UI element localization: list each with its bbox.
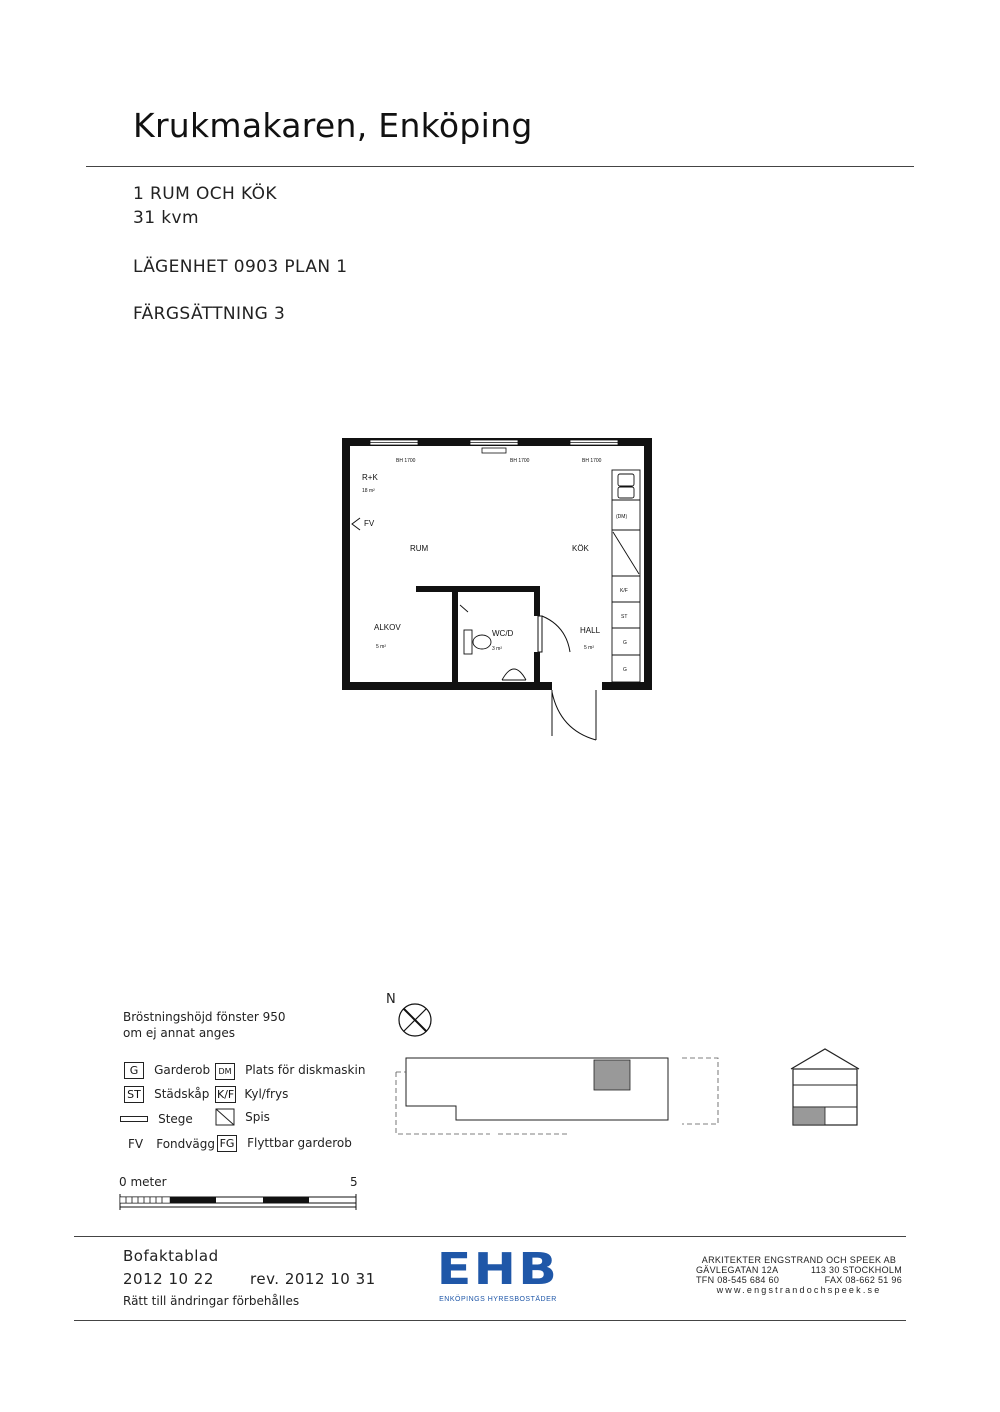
legend-item-st: [124, 1083, 209, 1103]
scale-end: 5: [350, 1175, 358, 1189]
apartment-area: 31 kvm: [133, 208, 199, 228]
scale-bar: [118, 1190, 360, 1214]
legend-item-dm: [215, 1059, 365, 1080]
apartment-type: 1 RUM OCH KÖK: [133, 184, 277, 204]
legend-code: FV: [128, 1137, 144, 1151]
key-plan: [390, 1052, 730, 1142]
wc-fixtures: [460, 605, 526, 680]
color-scheme: FÄRGSÄTTNING 3: [133, 304, 286, 324]
legend-item-fg: [217, 1132, 352, 1152]
legend-item-spis: [215, 1106, 270, 1126]
fridge-freezer-icon: K/F: [217, 1088, 235, 1101]
scale-start: 0 meter: [119, 1175, 167, 1189]
legend-label: Garderob: [154, 1063, 211, 1077]
ehb-logo: [436, 1244, 560, 1303]
architect-name: ARKITEKTER ENGSTRAND OCH SPEEK AB: [701, 1255, 897, 1265]
fv-label: FV: [364, 519, 375, 528]
kitchen-cabinets: [612, 470, 640, 682]
logo-wordmark: EHB: [436, 1244, 560, 1295]
legend-item-g: [124, 1059, 210, 1079]
architect-phone: TFN 08-545 684 60: [696, 1275, 780, 1285]
architect-info: [696, 1255, 902, 1295]
legend-item-fv: [128, 1133, 215, 1152]
header-divider: [86, 166, 914, 167]
north-arrow-icon: [396, 1000, 436, 1040]
legend-label: Fondvägg: [156, 1137, 215, 1151]
legend-note-2: om ej annat anges: [123, 1026, 236, 1040]
legend-item-kf: [215, 1083, 288, 1103]
footer-bottom-divider: [74, 1320, 906, 1321]
apartment-unit: LÄGENHET 0903 PLAN 1: [133, 257, 348, 277]
fv-marker: [352, 518, 360, 530]
legend-label: Kyl/frys: [244, 1087, 289, 1101]
north-label: N: [386, 992, 396, 1007]
doc-type: Bofaktablad: [123, 1247, 219, 1265]
room-hall: HALL: [580, 626, 601, 635]
room-wc-area: 3 m²: [492, 646, 502, 652]
cabinet-g2: G: [623, 667, 627, 673]
room-kok: KÖK: [572, 544, 589, 553]
room-alkov-area: 5 m²: [376, 644, 386, 650]
legend-label: Flyttbar garderob: [247, 1136, 352, 1150]
cabinet-g1: G: [623, 640, 627, 646]
garderob-icon: G: [124, 1062, 144, 1079]
window-label-3: BH 1700: [582, 458, 602, 464]
room-hall-area: 5 m²: [584, 645, 594, 651]
cabinet-dm: (DM): [616, 514, 628, 520]
architect-web[interactable]: www.engstrandochspeek.se: [716, 1285, 882, 1295]
page-title: Krukmakaren, Enköping: [133, 106, 533, 145]
legend-label: Spis: [245, 1110, 270, 1124]
windows: [370, 440, 618, 453]
floor-plan: [330, 430, 670, 750]
architect-fax: FAX 08-662 51 96: [824, 1275, 902, 1285]
legend-label: Stege: [158, 1112, 193, 1126]
room-wc: WC/D: [492, 629, 514, 638]
movable-wardrobe-icon: FG: [217, 1135, 237, 1152]
window-label-2: BH 1700: [510, 458, 530, 464]
room-rum: RUM: [410, 544, 429, 553]
doc-revision: rev. 2012 10 31: [250, 1270, 376, 1288]
dishwasher-icon: DM: [215, 1063, 235, 1080]
disclaimer: Rätt till ändringar förbehålles: [123, 1294, 300, 1308]
doc-date: 2012 10 22: [123, 1270, 214, 1288]
outer-walls: [342, 438, 652, 690]
architect-street: GÄVLEGATAN 12A: [696, 1265, 779, 1275]
window-label-1: BH 1700: [396, 458, 416, 464]
legend-label: Plats för diskmaskin: [245, 1063, 366, 1077]
legend-note-1: Bröstningshöjd fönster 950: [123, 1010, 286, 1024]
building-section: [785, 1045, 865, 1130]
cabinet-st: ST: [621, 614, 628, 620]
cabinet-kf: K/F: [620, 588, 628, 594]
room-code-area: 18 m²: [362, 488, 375, 494]
room-code: R+K: [362, 473, 378, 482]
stove-icon: [215, 1108, 235, 1126]
cleaning-cabinet-icon: ST: [124, 1086, 144, 1103]
footer-top-divider: [74, 1236, 906, 1237]
logo-subtitle: ENKÖPINGS HYRESBOSTÄDER: [439, 1296, 557, 1303]
room-alkov: ALKOV: [374, 623, 401, 632]
legend-label: Städskåp: [154, 1087, 210, 1101]
ladder-icon: [120, 1116, 148, 1122]
legend-item-stege: [120, 1108, 193, 1127]
architect-city: 113 30 STOCKHOLM: [810, 1265, 902, 1275]
